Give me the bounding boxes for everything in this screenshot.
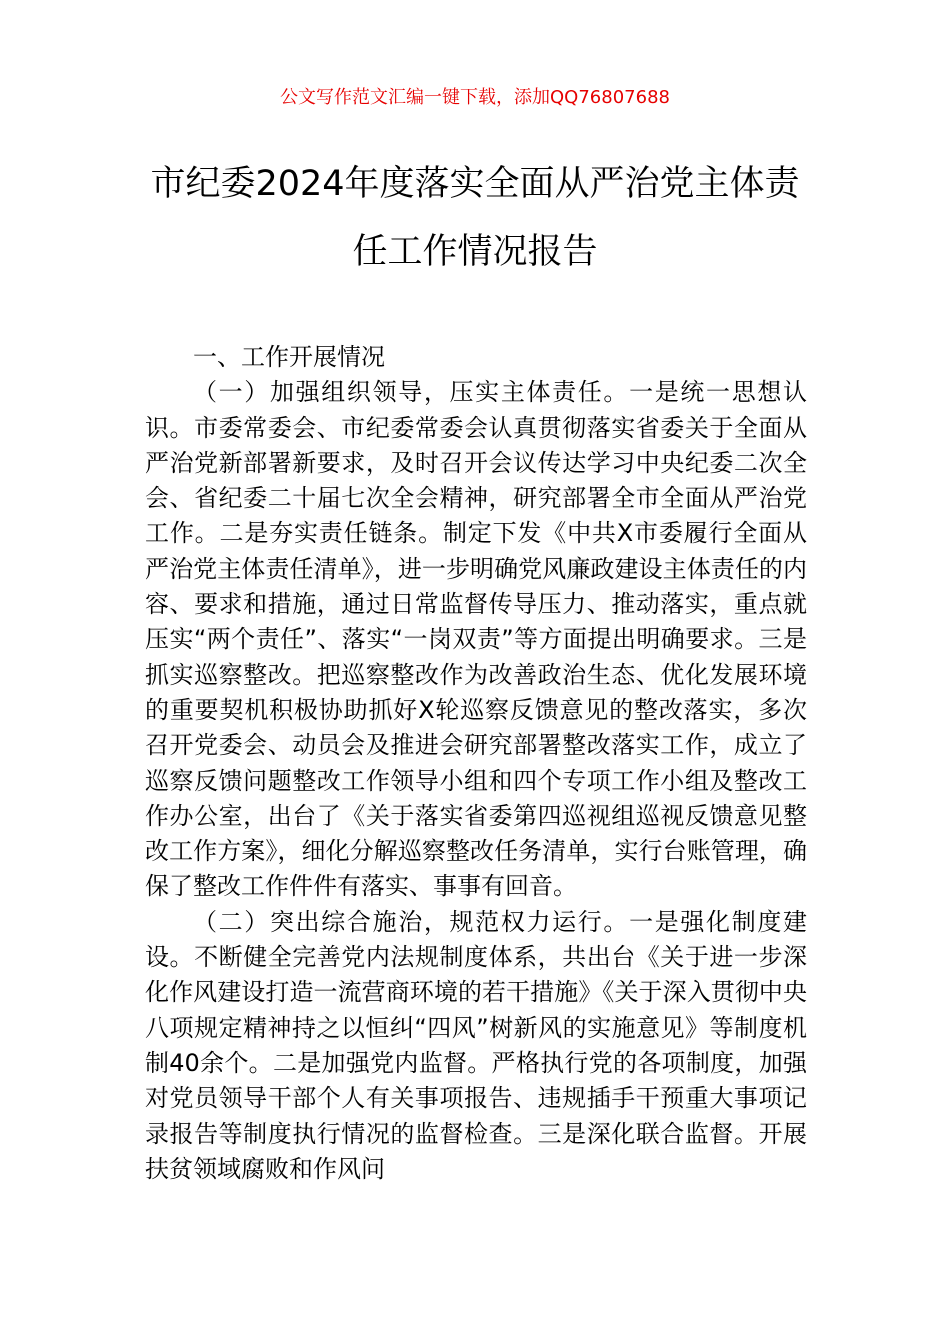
header-download-note: 公文写作范文汇编一键下载，添加QQ76807688 <box>280 87 670 108</box>
document-body <box>145 340 807 1187</box>
section-heading: 一、工作开展情况 <box>193 343 385 371</box>
title-line-2: 任工作情况报告 <box>352 232 598 272</box>
document-title <box>130 150 820 286</box>
title-line-1: 市纪委2024年度落实全面从严治党主体责 <box>150 164 800 204</box>
paragraph-2: （二）突出综合施治，规范权力运行。一是强化制度建设。不断健全完善党内法规制度体系，共出台《关于进一步深化作风建设打造一流营商环境的若干措施》《关于深入贯彻中央八项规定精神持之以恒纠“四风”树新风的实施意见》等制度机制40余个。二是加强党内监督。严格执行党的各项制度，加强对党员领导干部个人有关事项报告、违规插手干预重大事项记录报告等制度执行情况的监督检查。三是深化联合监督。开展扶贫领域腐败和作风问 <box>145 907 807 1183</box>
paragraph-1: （一）加强组织领导，压实主体责任。一是统一思想认识。市委常委会、市纪委常委会认真贯彻落实省委关于全面从严治党新部署新要求，及时召开会议传达学习中央纪委二次全会、省纪委二十届七次全会精神，研究部署全市全面从严治党工作。二是夯实责任链条。制定下发《中共X市委履行全面从严治党主体责任清单》，进一步明确党风廉政建设主体责任的内容、要求和措施，通过日常监督传导压力、推动落实，重点就压实“两个责任”、落实“一岗双责”等方面提出明确要求。三是抓实巡察整改。把巡察整改作为改善政治生态、优化发展环境的重要契机积极协助抓好X轮巡察反馈意见的整改落实，多次召开党委会、动员会及推进会研究部署整改落实工作，成立了巡察反馈问题整改工作领导小组和四个专项工作小组及整改工作办公室，出台了《关于落实省委第四巡视组巡视反馈意见整改工作方案》，细化分解巡察整改任务清单，实行台账管理，确保了整改工作件件有落实、事事有回音。 <box>145 378 807 901</box>
